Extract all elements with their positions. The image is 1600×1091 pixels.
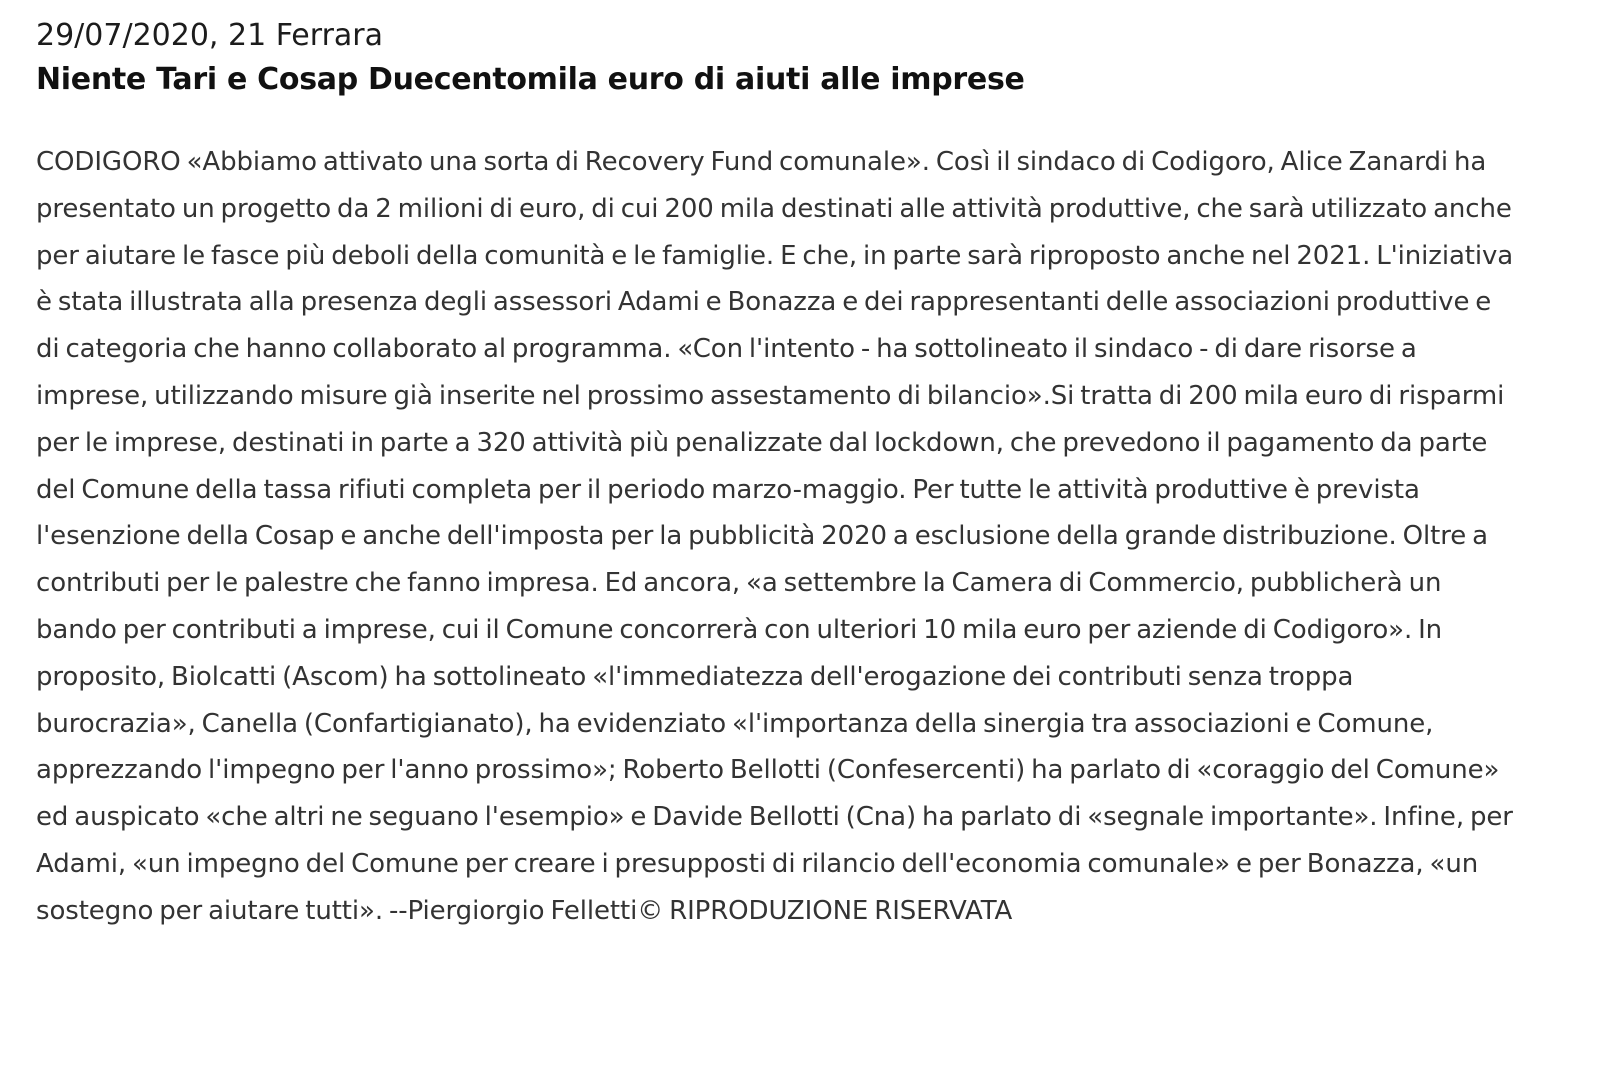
article xyxy=(36,14,1526,935)
article-headline: Niente Tari e Cosap Duecentomila euro di aiuti alle imprese xyxy=(36,62,1025,97)
article-body: CODIGORO «Abbiamo attivato una sorta di Recovery Fund comunale». Così il sindaco di Codigoro, Alice Zanardi ha presentato un progetto da 2 milioni di euro, di cui 200 mila destinati alle attività produttive, che sarà utilizzato anche per aiutare le fasce più deboli della comunità e le famiglie. E che, in parte sarà riproposto anche nel 2021. L'iniziativa è stata illustrata alla presenza degli assessori Adami e Bonazza e dei rappresentanti delle associazioni produttive e di categoria che hanno collaborato al programma. «Con l'intento - ha sottolineato il sindaco - di dare risorse a imprese, utilizzando misure già inserite nel prossimo assestamento di bilancio».Si tratta di 200 mila euro di risparmi per le imprese, destinati in parte a 320 attività più penalizzate dal lockdown, che prevedono il pagamento da parte del Comune della tassa rifiuti completa per il periodo marzo-maggio. Per tutte le attività produttive è prevista l'esenzione della Cosap e anche dell'imposta per la pubblicità 2020 a esclusione della grande distribuzione. Oltre a contributi per le palestre che fanno impresa. Ed ancora, «a settembre la Camera di Commercio, pubblicherà un bando per contributi a imprese, cui il Comune concorrerà con ulteriori 10 mila euro per aziende di Codigoro». In proposito, Biolcatti (Ascom) ha sottolineato «l'immediatezza dell'erogazione dei contributi senza troppa burocrazia», Canella (Confartigianato), ha evidenziato «l'importanza della sinergia tra associazioni e Comune, apprezzando l'impegno per l'anno prossimo»; Roberto Bellotti (Confesercenti) ha parlato di «coraggio del Comune» ed auspicato «che altri ne seguano l'esempio» e Davide Bellotti (Cna) ha parlato di «segnale importante». Infine, per Adami, «un impegno del Comune per creare i presupposti di rilancio dell'economia comunale» e per Bonazza, «un sostegno per aiutare tutti». --Piergiorgio Felletti© RIPRODUZIONE RISERVATA xyxy=(36,147,1514,926)
article-dateline: 29/07/2020, 21 Ferrara xyxy=(36,18,384,53)
